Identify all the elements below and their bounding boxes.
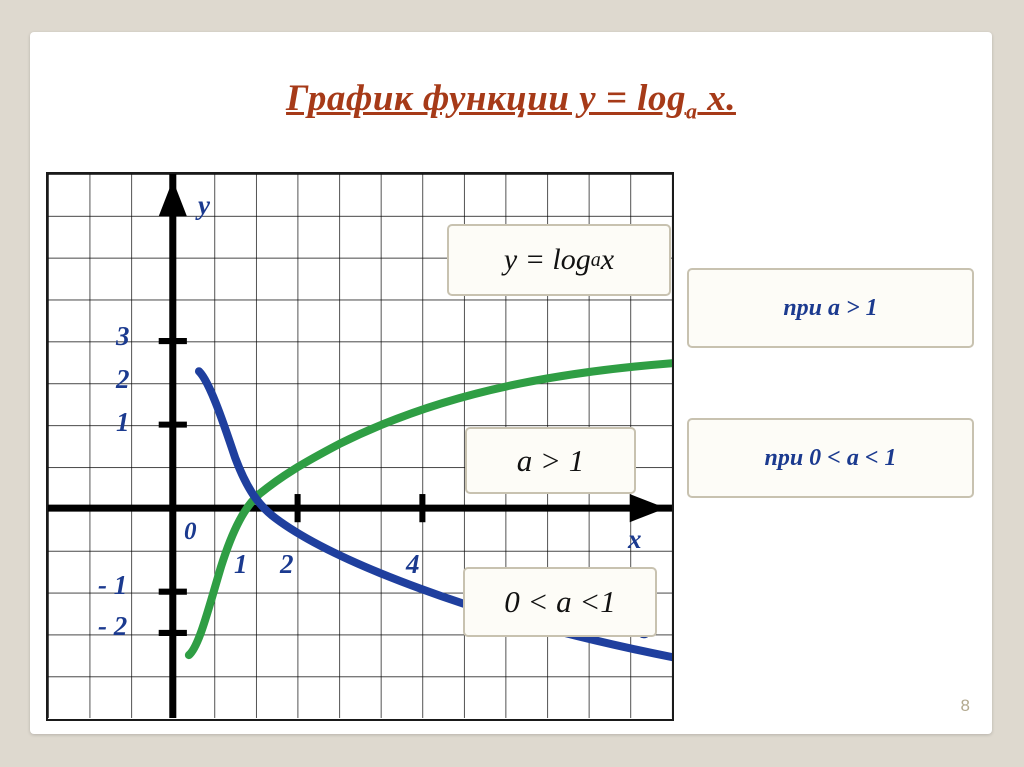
- y-tick-label-3: 3: [116, 321, 130, 351]
- axis-label-x: x: [628, 524, 642, 554]
- formula-a-greater-1-box: a > 1: [465, 427, 636, 494]
- axis-origin-label: 0: [184, 518, 197, 545]
- axis-label-y: y: [198, 190, 210, 220]
- y-tick-label-minus-2: - 2: [98, 611, 128, 641]
- slide: [30, 32, 992, 734]
- slide-page-number: 8: [960, 696, 970, 715]
- page-title-tail: x.: [697, 78, 736, 119]
- formula-log-base: a: [590, 248, 601, 271]
- page-title-base: a: [685, 98, 698, 124]
- callout-0-a-1: при 0 < a < 1: [687, 418, 974, 498]
- x-tick-label-4: 4: [406, 549, 420, 579]
- callout-a-greater-1: при a > 1: [687, 268, 974, 348]
- x-tick-label-2: 2: [280, 549, 294, 579]
- formula-log-box: [447, 224, 671, 296]
- formula-log-arg: x: [600, 243, 615, 276]
- y-tick-label-2: 2: [116, 364, 130, 394]
- formula-log-lhs: y = log: [503, 243, 591, 276]
- formula-0-a-1-box: 0 < a <1: [463, 567, 657, 637]
- y-tick-label-minus-1: - 1: [98, 570, 128, 600]
- y-tick-label-1: 1: [116, 407, 130, 437]
- x-tick-label-1: 1: [234, 549, 248, 579]
- page-title-main: График функции y = log: [286, 78, 686, 119]
- page-title: [30, 77, 992, 124]
- chart-plot-area: [46, 172, 674, 721]
